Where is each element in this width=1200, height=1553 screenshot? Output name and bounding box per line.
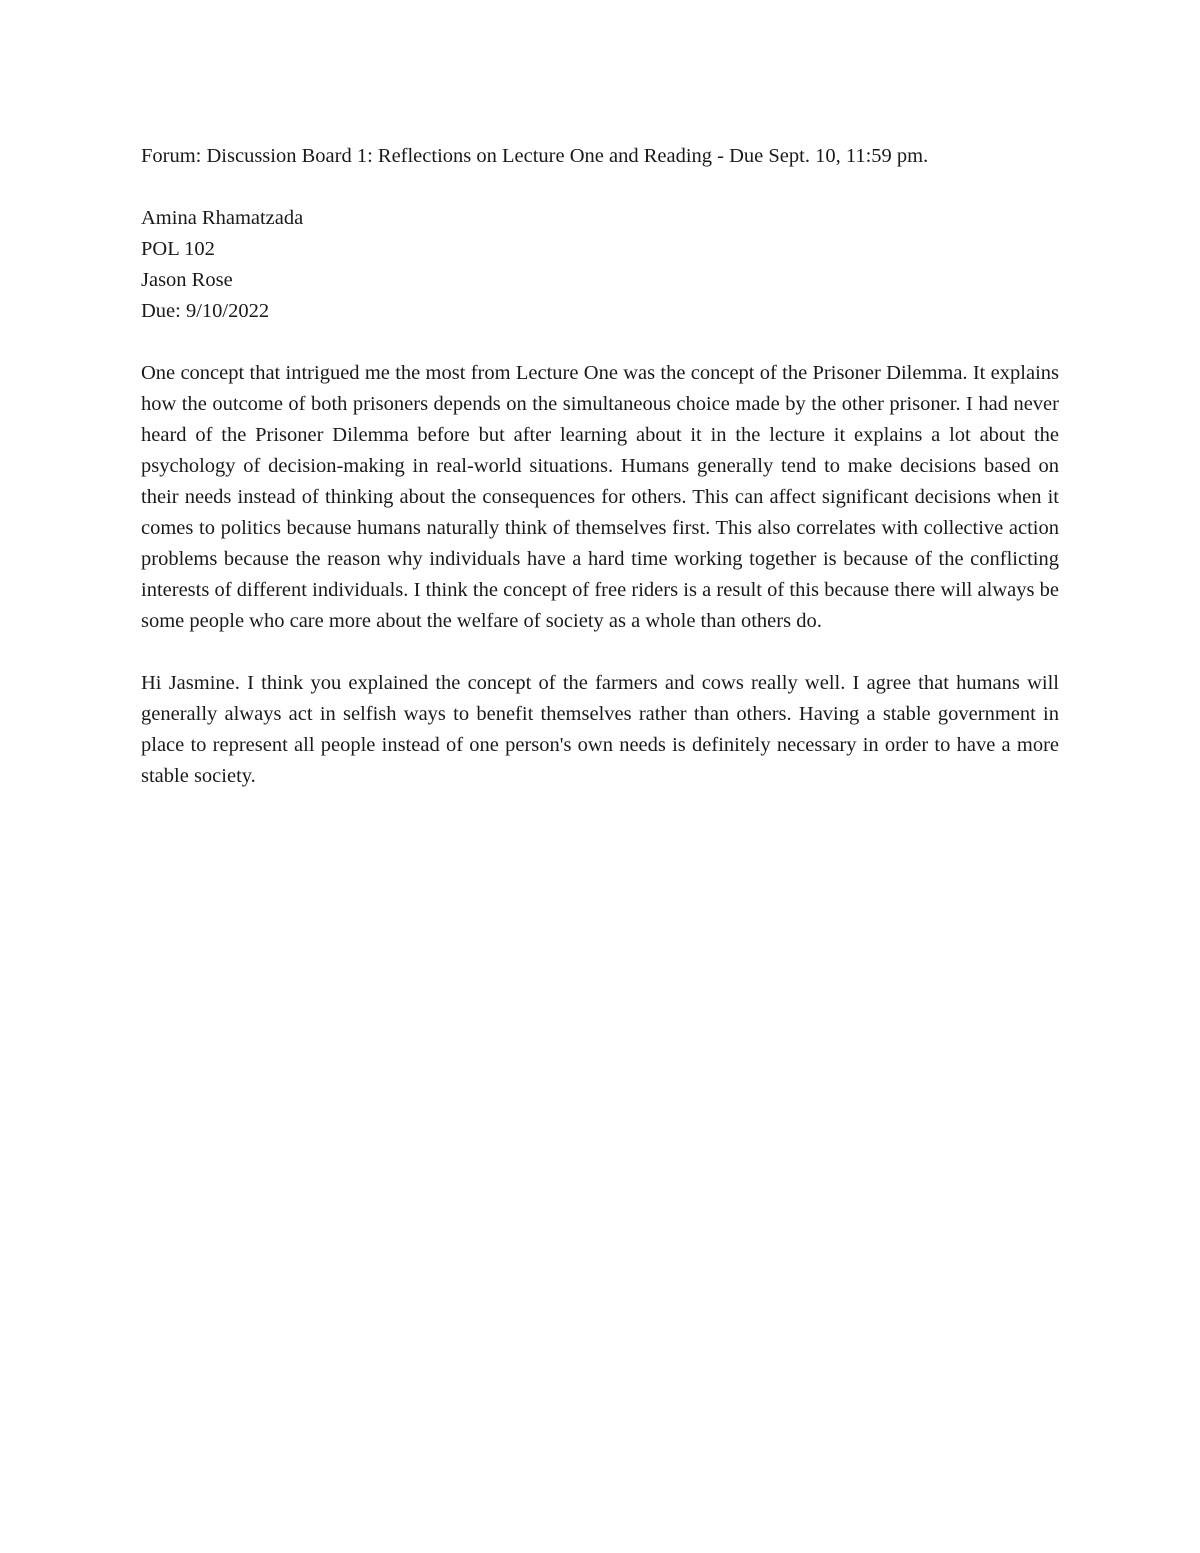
reply-paragraph: Hi Jasmine. I think you explained the concept of the farmers and cows really well. I agree that humans will generally always act in selfish ways to benefit themselves rather than others. Having a stable government in place to represent all people instead of one person's own needs is definitely necessary in order to have a more stable society. bbox=[141, 672, 1059, 787]
forum-title: Forum: Discussion Board 1: Reflections on Lecture One and Reading - Due Sept. 10, 11:59 pm. bbox=[141, 145, 929, 167]
instructor-name: Jason Rose bbox=[141, 269, 233, 291]
student-header bbox=[141, 203, 1059, 327]
student-name: Amina Rhamatzada bbox=[141, 207, 304, 229]
due-date: Due: 9/10/2022 bbox=[141, 300, 270, 322]
course-code: POL 102 bbox=[141, 238, 215, 260]
document-body bbox=[141, 141, 1059, 792]
main-paragraph: One concept that intrigued me the most from Lecture One was the concept of the Prisoner Dilemma. It explains how the outcome of both prisoners depends on the simultaneous choice made by the other prisoner. I had never heard of the Prisoner Dilemma before but after learning about it in the lecture it explains a lot about the psychology of decision-making in real-world situations. Humans generally tend to make decisions based on their needs instead of thinking about the consequences for others. This can affect significant decisions when it comes to politics because humans naturally think of themselves first. This also correlates with collective action problems because the reason why individuals have a hard time working together is because of the conflicting interests of different individuals. I think the concept of free riders is a result of this because there will always be some people who care more about the welfare of society as a whole than others do. bbox=[141, 362, 1059, 632]
